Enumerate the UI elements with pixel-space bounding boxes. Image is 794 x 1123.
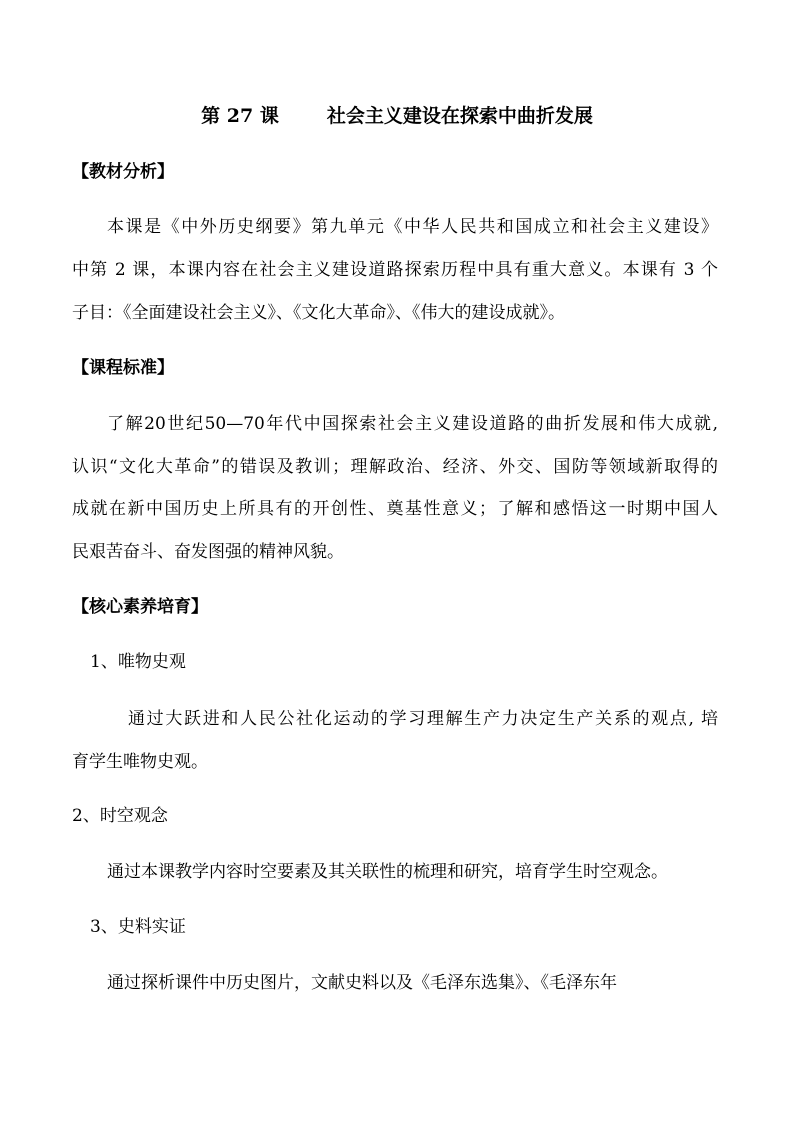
lesson-number: 第 27 课 xyxy=(201,105,279,127)
analysis-line-3: 子目：《全面建设社会主义》、《文化大革命》、《伟大的建设成就》。 xyxy=(72,303,565,323)
standard-line-1: 了解20世纪50—70年代中国探索社会主义建设道路的曲折发展和伟大成就, xyxy=(107,414,718,434)
standard-line-3: 成就在新中国历史上所具有的开创性、奠基性意义；了解和感悟这一时期中国人 xyxy=(72,499,718,519)
literacy-item-label-2: 2、时空观念 xyxy=(72,806,168,826)
literacy-item-1-line-1: 通过大跃进和人民公社化运动的学习理解生产力决定生产关系的观点, 培 xyxy=(128,709,718,729)
section-heading-analysis: 【教材分析】 xyxy=(72,162,174,182)
page-title xyxy=(0,102,794,130)
literacy-item-2-line-1: 通过本课教学内容时空要素及其关联性的梳理和研究，培育学生时空观念。 xyxy=(107,862,668,882)
standard-line-2: 认识“文化大革命”的错误及教训；理解政治、经济、外交、国防等领域新取得的 xyxy=(72,457,718,477)
lesson-name: 社会主义建设在探索中曲折发展 xyxy=(326,105,593,127)
section-heading-standard: 【课程标准】 xyxy=(72,358,174,378)
analysis-line-2: 中第 2 课，本课内容在社会主义建设道路探索历程中具有重大意义。本课有 3 个 xyxy=(72,260,718,280)
section-heading-literacy: 【核心素养培育】 xyxy=(72,597,208,617)
analysis-line-1: 本课是《中外历史纲要》第九单元《中华人民共和国成立和社会主义建设》 xyxy=(107,217,718,237)
standard-line-4: 民艰苦奋斗、奋发图强的精神风貌。 xyxy=(72,542,344,562)
literacy-item-3-line-1: 通过探析课件中历史图片，文献史料以及《毛泽东选集》、《毛泽东年 xyxy=(107,973,617,993)
literacy-item-label-1: 1、唯物史观 xyxy=(90,652,186,672)
literacy-item-label-3: 3、史料实证 xyxy=(90,917,186,937)
literacy-item-1-line-2: 育学生唯物史观。 xyxy=(72,752,208,772)
